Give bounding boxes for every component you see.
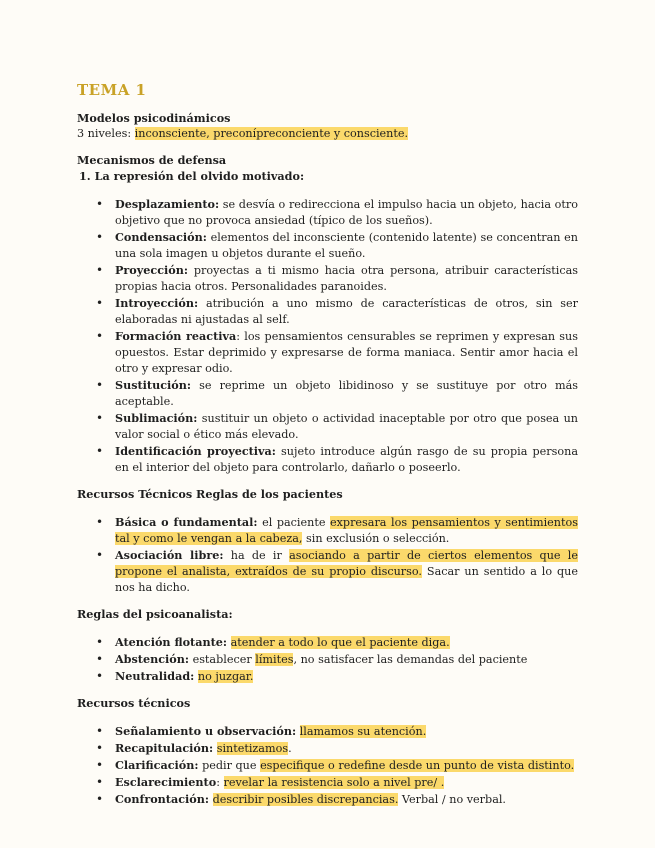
list-item bbox=[77, 740, 578, 757]
item-text: Verbal / no verbal. bbox=[398, 793, 506, 806]
item-term: Atención flotante: bbox=[115, 635, 228, 649]
modelos-prefix: 3 niveles: bbox=[77, 127, 135, 140]
item-term: Básica o fundamental: bbox=[115, 515, 258, 529]
list-item bbox=[77, 229, 578, 262]
list-item bbox=[77, 295, 578, 328]
item-highlight: revelar la resistencia solo a nivel pre/ . bbox=[223, 776, 445, 789]
reglas-pacientes-list bbox=[77, 514, 578, 596]
item-text: el paciente bbox=[257, 516, 330, 529]
reglas-psicoanalista-heading: Reglas del psicoanalista: bbox=[77, 607, 233, 621]
item-term: Abstención: bbox=[115, 652, 190, 666]
item-term: Señalamiento u observación: bbox=[115, 724, 297, 738]
list-item bbox=[77, 723, 578, 740]
item-text: sujeto introduce algún rasgo de su propia persona en el interior del objeto para controlarlo, dañarlo o poseerlo. bbox=[115, 445, 578, 474]
item-text: establecer bbox=[189, 653, 256, 666]
list-item bbox=[77, 514, 578, 547]
item-highlight: especifique o redefine desde un punto de vista distinto. bbox=[260, 759, 575, 772]
item-highlight: límites bbox=[255, 653, 294, 666]
modelos-niveles bbox=[77, 126, 578, 142]
item-text: elementos del inconsciente (contenido latente) se concentran en una sola imagen u objetos durante el sueño. bbox=[115, 231, 578, 260]
mecanismos-subheading: 1. La represión del olvido motivado: bbox=[79, 169, 305, 183]
item-text: : los pensamientos censurables se reprimen y expresan sus opuestos. Estar deprimido y expresarse de forma maniaca. Sentir amor hacia el otro y expresar odio. bbox=[115, 330, 578, 375]
modelos-heading: Modelos psicodinámicos bbox=[77, 111, 231, 125]
mecanismos-list bbox=[77, 196, 578, 476]
list-item bbox=[77, 774, 578, 791]
item-highlight: no juzgar. bbox=[197, 670, 254, 683]
list-item bbox=[77, 651, 578, 668]
item-term: Esclarecimiento bbox=[115, 775, 217, 789]
item-text: sin exclusión o selección. bbox=[302, 532, 450, 545]
item-text: Sacar un sentido a lo que nos ha dicho. bbox=[115, 565, 579, 594]
item-text: ha de ir bbox=[223, 549, 290, 562]
item-term: Neutralidad: bbox=[115, 669, 195, 683]
item-text: sustituir un objeto o actividad inaceptable por otro que posea un valor social o ético más elevado. bbox=[115, 412, 578, 441]
item-text: pedir que bbox=[198, 759, 261, 772]
list-item bbox=[77, 757, 578, 774]
page-title: TEMA 1 bbox=[77, 81, 147, 99]
item-term: Recapitulación: bbox=[115, 741, 214, 755]
item-term: Sustitución: bbox=[115, 378, 192, 392]
list-item bbox=[77, 443, 578, 476]
list-item bbox=[77, 791, 578, 808]
item-highlight: atender a todo lo que el paciente diga. bbox=[230, 636, 450, 649]
item-text: , no satisfacer las demandas del paciente bbox=[293, 653, 528, 666]
item-term: Formación reactiva bbox=[115, 329, 237, 343]
list-item bbox=[77, 547, 578, 596]
modelos-highlight: inconsciente, preconípreconciente y consciente. bbox=[134, 127, 409, 140]
list-item bbox=[77, 377, 578, 410]
item-text: atribución a uno mismo de características de otros, sin ser elaboradas ni ajustadas al self. bbox=[115, 297, 578, 326]
item-term: Sublimación: bbox=[115, 411, 198, 425]
item-text: se reprime un objeto libidinoso y se sustituye por otro más aceptable. bbox=[115, 379, 578, 408]
list-item bbox=[77, 196, 578, 229]
item-highlight: llamamos su atención. bbox=[299, 725, 427, 738]
item-text: proyectas a ti mismo hacia otra persona, atribuir características propias hacia otros. Personalidades paranoides. bbox=[115, 264, 578, 293]
list-item bbox=[77, 328, 578, 377]
item-term: Clarificación: bbox=[115, 758, 199, 772]
list-item bbox=[77, 410, 578, 443]
item-term: Proyección: bbox=[115, 263, 188, 277]
list-item bbox=[77, 262, 578, 295]
item-term: Identificación proyectiva: bbox=[115, 444, 276, 458]
item-highlight: describir posibles discrepancias. bbox=[212, 793, 399, 806]
item-term: Asociación libre: bbox=[115, 548, 224, 562]
item-term: Confrontación: bbox=[115, 792, 210, 806]
item-text: : bbox=[216, 776, 224, 789]
item-highlight: asociando a partir de ciertos elementos que le propone el analista, extraídos de su propio discurso. bbox=[115, 549, 579, 578]
item-text: . bbox=[288, 742, 292, 755]
item-highlight: expresara los pensamientos y sentimientos tal y como le vengan a la cabeza, bbox=[115, 516, 578, 545]
item-term: Desplazamiento: bbox=[115, 197, 220, 211]
item-highlight: sintetizamos bbox=[216, 742, 289, 755]
list-item bbox=[77, 668, 578, 685]
list-item bbox=[77, 634, 578, 651]
recursos-tecnicos-heading: Recursos técnicos bbox=[77, 696, 191, 710]
item-term: Condensación: bbox=[115, 230, 207, 244]
item-text: se desvía o redirecciona el impulso hacia un objeto, hacia otro objetivo que no provoca ansiedad (típico de los sueños). bbox=[115, 198, 578, 227]
reglas-psicoanalista-list bbox=[77, 634, 578, 685]
item-term: Introyección: bbox=[115, 296, 199, 310]
recursos-tecnicos-list bbox=[77, 723, 578, 808]
recursos-reglas-heading: Recursos Técnicos Reglas de los pacientes bbox=[77, 487, 343, 501]
mecanismos-heading: Mecanismos de defensa bbox=[77, 153, 227, 167]
